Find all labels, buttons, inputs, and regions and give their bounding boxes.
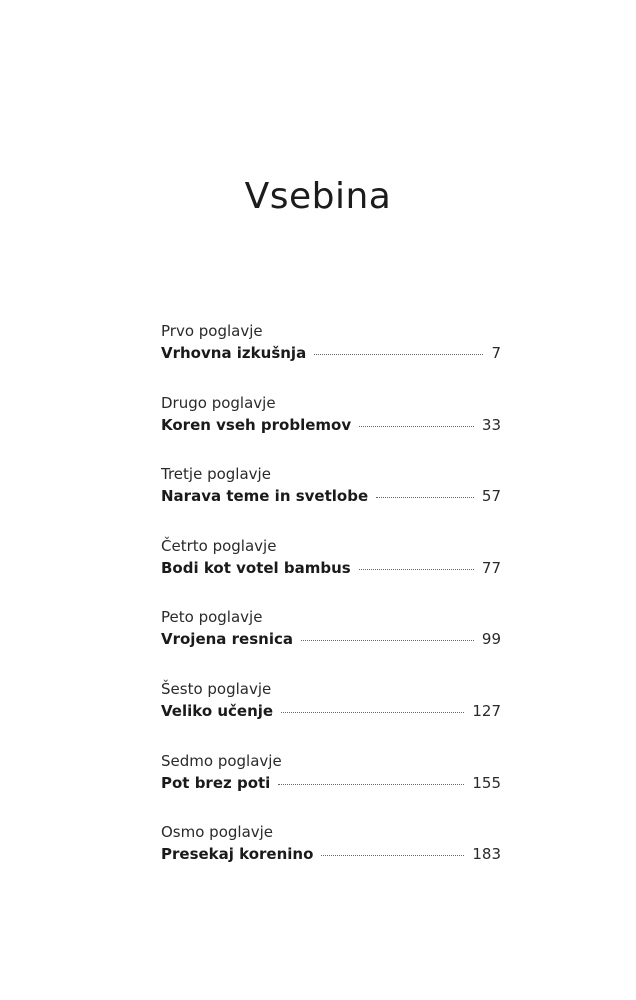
dot-leader — [281, 712, 464, 713]
toc-entry[interactable] — [161, 320, 501, 392]
page-title: Vsebina — [244, 176, 392, 217]
toc-line — [161, 414, 501, 436]
dot-leader — [376, 497, 474, 498]
chapter-title: Vrhovna izkušnja — [161, 344, 307, 362]
toc-entry[interactable] — [161, 821, 501, 893]
toc-line — [161, 843, 501, 865]
dot-leader — [314, 354, 483, 355]
page-number: 57 — [481, 487, 501, 506]
toc-entry[interactable] — [161, 750, 501, 822]
toc-line — [161, 628, 501, 650]
page-number: 183 — [472, 845, 501, 864]
toc-entry[interactable] — [161, 535, 501, 607]
chapter-label: Sedmo poglavje — [161, 751, 282, 770]
table-of-contents — [161, 320, 501, 893]
page-number: 33 — [481, 415, 501, 434]
toc-entry[interactable] — [161, 463, 501, 535]
dot-leader — [359, 569, 474, 570]
dot-leader — [278, 784, 464, 785]
chapter-title: Veliko učenje — [161, 701, 274, 720]
chapter-label: Prvo poglavje — [161, 322, 263, 340]
toc-entry[interactable] — [161, 392, 501, 464]
chapter-label: Osmo poglavje — [161, 823, 274, 842]
chapter-label: Peto poglavje — [161, 608, 263, 627]
toc-line — [161, 700, 501, 722]
toc-entry[interactable] — [161, 606, 501, 678]
chapter-label: Tretje poglavje — [161, 465, 271, 484]
page-number: 127 — [472, 701, 501, 720]
toc-line — [161, 772, 501, 794]
dot-leader — [359, 426, 474, 427]
chapter-title: Vrojena resnica — [161, 630, 293, 649]
dot-leader — [301, 640, 474, 641]
chapter-label: Četrto poglavje — [161, 536, 277, 555]
page-number: 155 — [472, 773, 501, 792]
toc-entry[interactable] — [161, 678, 501, 750]
chapter-label: Šesto poglavje — [161, 679, 272, 698]
chapter-title: Koren vseh problemov — [161, 415, 352, 434]
chapter-label: Drugo poglavje — [161, 393, 276, 412]
page-number: 7 — [491, 344, 501, 362]
page-number: 77 — [481, 558, 501, 577]
chapter-title: Presekaj korenino — [161, 845, 314, 864]
toc-line — [161, 342, 501, 364]
chapter-title: Narava teme in svetlobe — [161, 487, 369, 506]
dot-leader — [321, 855, 464, 856]
toc-line — [161, 557, 501, 579]
toc-line — [161, 485, 501, 507]
chapter-title: Pot brez poti — [161, 773, 271, 792]
page-number: 99 — [481, 630, 501, 649]
chapter-title: Bodi kot votel bambus — [161, 558, 351, 577]
